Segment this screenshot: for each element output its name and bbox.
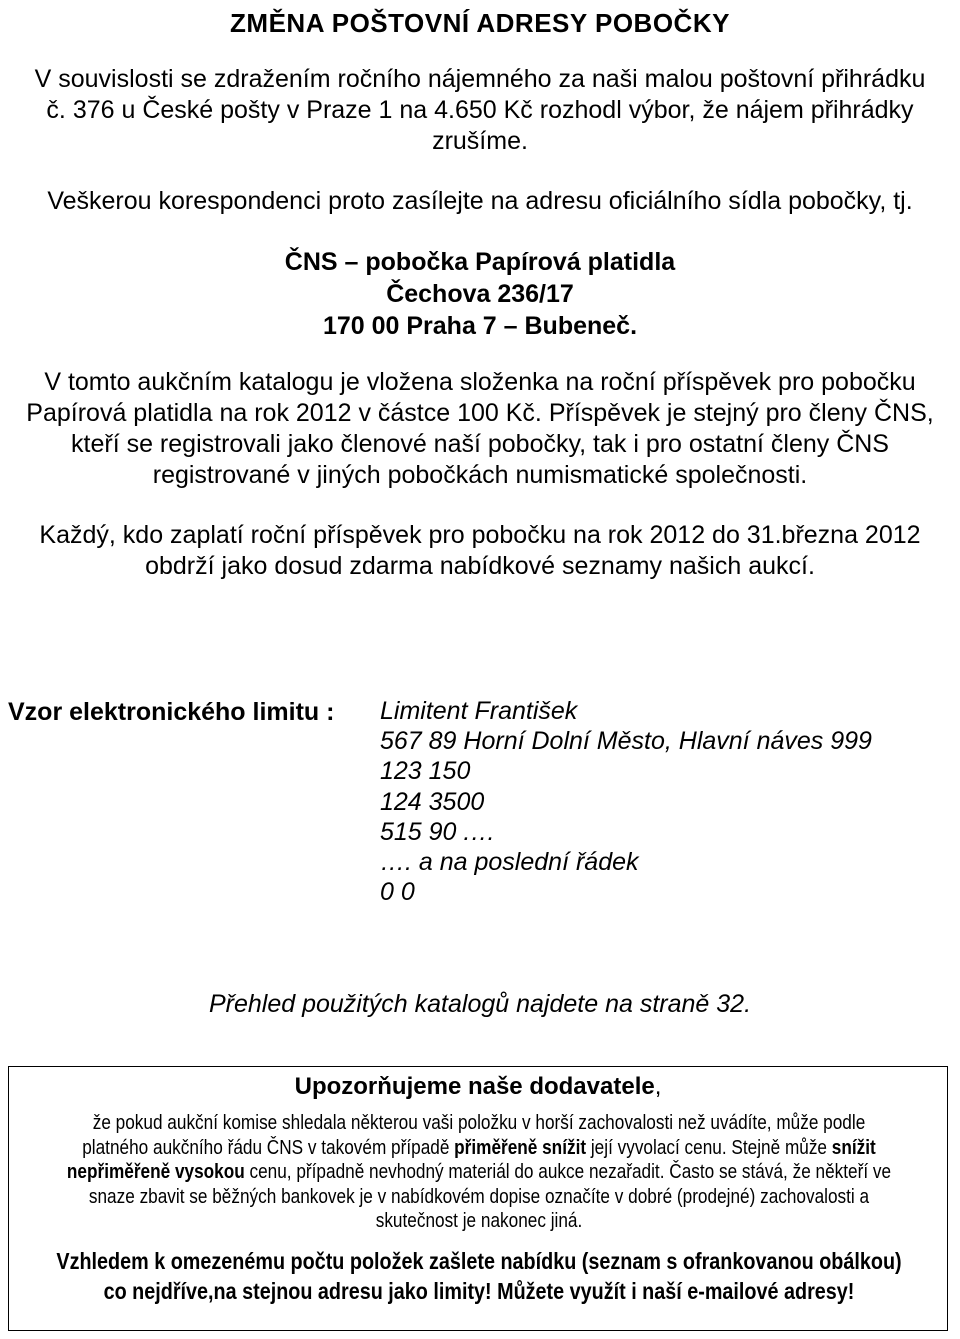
intro-paragraph [0, 64, 960, 157]
page-title: ZMĚNA POŠTOVNÍ ADRESY POBOČKY [230, 8, 730, 38]
correspondence-text: Veškerou korespondenci proto zasílejte na adresu oficiálního sídla pobočky, tj. [47, 187, 913, 215]
catalog-paragraph [0, 367, 960, 491]
vzor-line: 0 0 [380, 878, 415, 907]
notice-text: cenu, případně nevhodný materiál do aukce nezařadit. Často se stává, že někteří ve [244, 1161, 892, 1183]
intro-line: č. 376 u České pošty v Praze 1 na 4.650 Kč rozhodl výbor, že nájem přihrádky [46, 96, 914, 124]
vzor-line: 124 3500 [380, 787, 485, 816]
notice-emphasis: snížit [831, 1136, 876, 1159]
notice-line [23, 1136, 935, 1161]
notice-line: snaze zbavit se běžných bankovek je v nabídkovém dopise označíte v dobré (prodejné) zachovalosti a [88, 1185, 870, 1208]
notice-text: platného aukčního řádu ČNS v takovém případě [82, 1136, 455, 1159]
notice-cta-line: Vzhledem k omezenému počtu položek zašlete nabídku (seznam s ofrankovanou obálkou) [56, 1247, 902, 1274]
notice-cta-line: co nejdříve,na stejnou adresu jako limity! Můžete využít i naší e-mailové adresy! [103, 1277, 855, 1304]
supplier-notice-box [8, 1066, 948, 1331]
vzor-line: 123 150 [380, 757, 471, 786]
notice-line: že pokud aukční komise shledala některou vaši položku v horší zachovalosti než uvádíte, může podle [92, 1112, 866, 1134]
address-line: Čechova 236/17 [386, 280, 574, 308]
vzor-line: …. a na poslední řádek [380, 848, 639, 877]
address-line: ČNS – pobočka Papírová platidla [284, 248, 676, 276]
vzor-line: Limitent František [380, 697, 578, 725]
catalog-line: Papírová platidla na rok 2012 v částce 100 Kč. Příspěvek je stejný pro členy ČNS, [26, 399, 934, 427]
catalog-line: registrované v jiných pobočkách numismatické společnosti. [152, 461, 808, 489]
payment-line: obdrží jako dosud zdarma nabídkové seznamy našich aukcí. [145, 552, 815, 580]
payment-line: Každý, kdo zaplatí roční příspěvek pro pobočku na rok 2012 do 31.března 2012 [39, 521, 921, 549]
address-line: 170 00 Praha 7 – Bubeneč. [322, 312, 638, 340]
vzor-line: 515 90 .… [380, 817, 496, 846]
notice-call-to-action [23, 1246, 935, 1306]
notice-paragraph [23, 1111, 935, 1234]
catalog-line: kteří se registrovali jako členové naší pobočky, tak i pro ostatní členy ČNS [71, 430, 889, 458]
vzor-sample [380, 696, 872, 907]
notice-title-bold: Upozorňujeme naše dodavatele [294, 1073, 655, 1100]
payment-paragraph [0, 520, 960, 582]
notice-title-suffix: , [654, 1073, 662, 1100]
notice-emphasis: nepřiměřeně vysokou [66, 1161, 245, 1183]
notice-emphasis: přiměřeně snížit [454, 1136, 587, 1159]
intro-line: zrušíme. [432, 127, 528, 155]
vzor-label: Vzor elektronického limitu : [8, 698, 335, 726]
notice-text: její vyvolací cenu. Stejně může [586, 1136, 832, 1159]
notice-title [9, 1073, 947, 1101]
intro-line: V souvislosti se zdražením ročního nájemného za naši malou poštovní přihrádku [34, 65, 926, 93]
catalog-line: V tomto aukčním katalogu je vložena složenka na roční příspěvek pro pobočku [44, 368, 916, 396]
catalog-reference: Přehled použitých katalogů najdete na straně 32. [208, 990, 752, 1018]
vzor-line: 567 89 Horní Dolní Město, Hlavní náves 999 [380, 727, 872, 756]
notice-line: skutečnost je nakonec jiná. [375, 1210, 583, 1232]
notice-line [23, 1160, 935, 1185]
branch-address [0, 246, 960, 342]
